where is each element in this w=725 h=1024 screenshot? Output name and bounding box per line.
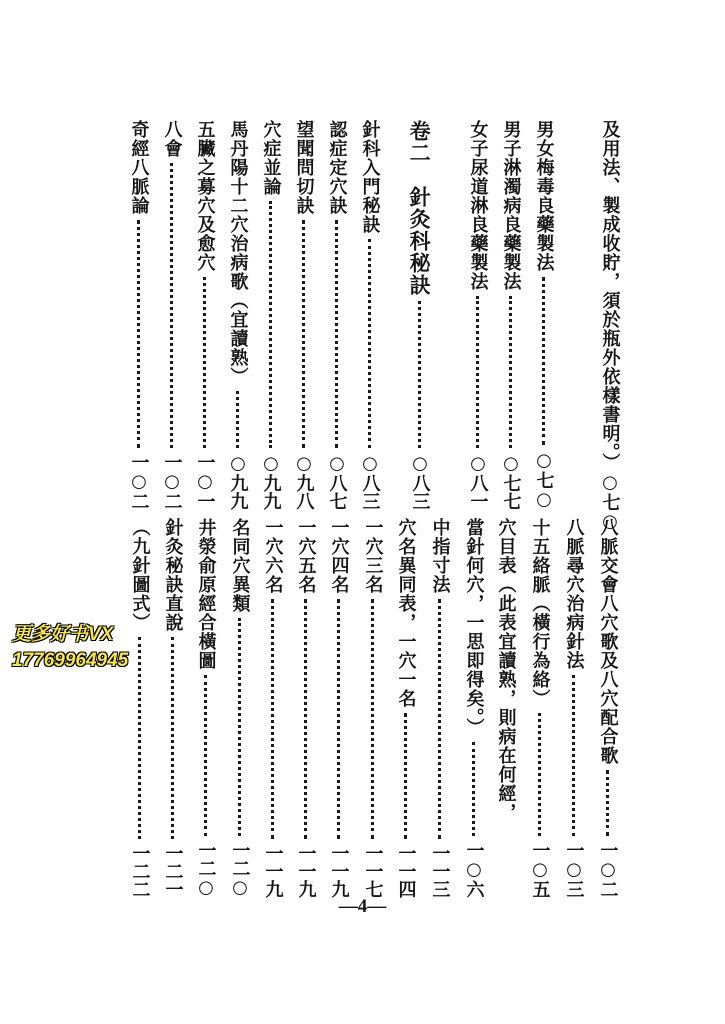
toc-entry <box>157 518 187 898</box>
toc-entry-title: 五臟之募穴及愈穴 <box>194 120 216 272</box>
dot-leader <box>238 618 241 836</box>
dot-leader <box>509 296 512 448</box>
toc-entry <box>528 120 558 510</box>
toc-entry-page: 一一九 <box>295 844 317 898</box>
toc-entry <box>124 518 154 898</box>
dot-leader <box>203 277 206 448</box>
toc-entry-page: 一二○ <box>195 841 217 898</box>
toc-entry <box>424 518 454 898</box>
dot-leader <box>171 637 174 839</box>
dot-leader <box>368 239 371 448</box>
toc-entry <box>257 518 287 898</box>
toc-entry-page: ○九九 <box>260 453 282 510</box>
toc-entry <box>592 518 622 898</box>
toc-entry-page: 一二○ <box>229 841 251 898</box>
toc-entry-title: 男女梅毒良藥製法 <box>533 120 555 272</box>
toc-entry-title: 一穴五名 <box>295 518 317 594</box>
toc-entry-title: 馬丹陽十二穴治病歌（宜讀熟） <box>227 120 249 386</box>
toc-entry-title: 名同穴異類 <box>229 518 251 613</box>
toc-entry-page: 一○三 <box>563 841 585 898</box>
toc-entry-page: ○七○ <box>599 472 621 532</box>
toc-entry-page: ○九八 <box>293 453 315 510</box>
dot-leader <box>304 599 307 839</box>
toc-entry <box>323 518 353 898</box>
toc-entry <box>524 518 554 898</box>
dot-leader <box>170 163 173 448</box>
toc-top-section <box>0 120 725 532</box>
toc-entry-title: 穴目表（此表宜讀熟，則病在何經， <box>495 518 517 822</box>
toc-entry-page: 一二二 <box>129 844 151 898</box>
dot-leader <box>472 742 475 836</box>
toc-entry <box>224 518 254 898</box>
toc-entry-page: 一○二 <box>597 841 619 898</box>
toc-entry <box>156 120 186 510</box>
toc-entry-title: 穴名異同表，一穴一名 <box>395 518 417 708</box>
toc-entry-page: 一○一 <box>194 453 216 510</box>
toc-entry-title: 十五絡脈（橫行為絡） <box>529 518 551 708</box>
toc-entry-title: 及用法、製成收貯，須於瓶外依樣書明。） <box>599 120 621 472</box>
toc-entry-title: 中指寸法 <box>429 518 451 594</box>
dot-leader <box>438 599 441 839</box>
toc-entry-page: ○七七 <box>500 453 522 510</box>
dot-leader <box>271 599 274 839</box>
watermark-line: 更多好书VX <box>12 624 114 645</box>
dot-leader <box>302 220 305 448</box>
dot-leader <box>538 713 541 836</box>
toc-entry <box>357 518 387 898</box>
dot-leader <box>138 637 141 839</box>
toc-entry-page: 一二一 <box>162 844 184 898</box>
dot-leader <box>606 770 609 836</box>
toc-entry-title: 望聞問切訣 <box>293 120 315 215</box>
dot-leader <box>371 599 374 839</box>
toc-entry-title: 八脈尋穴治病針法 <box>563 518 585 670</box>
toc-entry-page: 一○二 <box>128 453 150 510</box>
toc-bottom-section <box>0 518 725 898</box>
toc-entry-page: ○九九 <box>227 453 249 510</box>
toc-entry-title: 針科入門秘訣 <box>359 120 381 234</box>
toc-entry-page: 一一四 <box>395 844 417 898</box>
page-number: —4— <box>338 896 387 917</box>
toc-entry-page: ○七○ <box>533 450 555 510</box>
toc-entry-page: 一一九 <box>328 844 350 898</box>
toc-entry <box>495 120 525 510</box>
toc-entry-page: 一○二 <box>161 453 183 510</box>
dot-leader <box>204 675 207 836</box>
toc-entry-title: 卷二 針灸科秘訣 <box>407 120 433 296</box>
toc-entry-title: 奇經八脈論 <box>128 120 150 215</box>
toc-entry <box>462 120 492 510</box>
toc-entry-title: 一穴六名 <box>262 518 284 594</box>
dot-leader <box>476 296 479 448</box>
toc-entry-title: 針灸秘訣直說 <box>162 518 184 632</box>
toc-entry <box>390 518 420 898</box>
watermark <box>12 622 128 673</box>
toc-entry-title: 八脈交會八穴歌及八穴配合歌 <box>597 518 619 765</box>
toc-entry <box>288 120 318 510</box>
toc-entry-page: 一○五 <box>529 841 551 898</box>
toc-entry <box>222 120 252 510</box>
toc-entry-title: 井滎俞原經合橫圖 <box>195 518 217 670</box>
toc-entry <box>354 120 384 510</box>
toc-entry-title: 女子尿道淋良藥製法 <box>467 120 489 291</box>
watermark-line: 17769964945 <box>12 649 129 671</box>
dot-leader <box>236 391 239 448</box>
toc-entry <box>190 518 220 898</box>
dot-leader <box>418 301 421 448</box>
toc-entry-page: 一○六 <box>463 841 485 898</box>
toc-chapter-heading <box>404 120 434 510</box>
toc-entry-title: 一穴三名 <box>362 518 384 594</box>
toc-entry-page: ○八三 <box>359 453 381 510</box>
dot-leader <box>572 675 575 836</box>
toc-entry-title: 穴症並論 <box>260 120 282 196</box>
toc-entry <box>594 120 624 532</box>
toc-entry-page: ○八一 <box>467 453 489 510</box>
toc-entry-page: 一一九 <box>262 844 284 898</box>
toc-entry <box>255 120 285 510</box>
toc-entry-page: 一一三 <box>429 844 451 898</box>
toc-entry <box>123 120 153 510</box>
toc-entry <box>189 120 219 510</box>
dot-leader <box>137 220 140 448</box>
dot-leader <box>335 220 338 448</box>
toc-entry <box>490 518 520 898</box>
toc-entry <box>558 518 588 898</box>
dot-leader <box>269 201 272 448</box>
dot-leader <box>337 599 340 839</box>
dot-leader <box>404 713 407 839</box>
dot-leader <box>542 277 545 445</box>
toc-entry-page: ○八七 <box>326 453 348 510</box>
toc-entry-title: 認症定穴訣 <box>326 120 348 215</box>
toc-entry-title: （九針圖式） <box>129 518 151 632</box>
toc-entry-page: 一一七 <box>362 844 384 898</box>
toc-entry-title: 八會 <box>161 120 183 158</box>
toc-entry-title: 男子淋濁病良藥製法 <box>500 120 522 291</box>
toc-entry-page: ○八三 <box>409 453 431 510</box>
toc-entry-title: 當針何穴，一思即得矣。） <box>463 518 485 737</box>
toc-entry-continued <box>458 518 488 898</box>
toc-entry <box>321 120 351 510</box>
toc-entry-title: 一穴四名 <box>328 518 350 594</box>
toc-entry <box>290 518 320 898</box>
